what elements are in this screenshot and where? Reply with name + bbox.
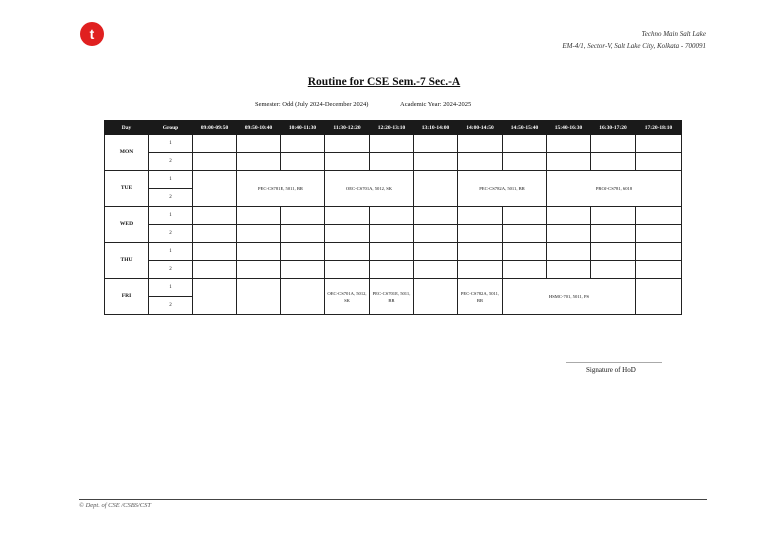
footer-text: © Dept. of CSE /CSBS/CST: [79, 502, 151, 509]
header-cell: 09:00-09:50: [193, 121, 237, 135]
slot-cell: [458, 261, 503, 279]
slot-cell: [325, 225, 370, 243]
slot-cell: [281, 135, 325, 153]
slot-cell: [370, 207, 414, 225]
slot-cell: [193, 171, 237, 207]
slot-cell: [193, 153, 237, 171]
slot-cell: [458, 153, 503, 171]
slot-cell: [458, 135, 503, 153]
header-cell: 14:50-15:40: [503, 121, 547, 135]
header-cell: 12:20-13:10: [370, 121, 414, 135]
slot-cell: [237, 261, 281, 279]
class-cell: PEC-CS782A, 5011, BR: [458, 279, 503, 315]
slot-cell: [591, 243, 636, 261]
header-cell: 16:30-17:20: [591, 121, 636, 135]
table-row: [105, 243, 682, 261]
slot-cell: [414, 135, 458, 153]
slot-cell: [547, 135, 591, 153]
group-cell: 1: [149, 207, 193, 225]
header-cell: 09:50-10:40: [237, 121, 281, 135]
slot-cell: [414, 171, 458, 207]
slot-cell: [237, 243, 281, 261]
header-cell: 10:40-11:30: [281, 121, 325, 135]
table-row: [105, 279, 682, 297]
slot-cell: [458, 207, 503, 225]
slot-cell: [370, 225, 414, 243]
slot-cell: [503, 153, 547, 171]
group-cell: 1: [149, 279, 193, 297]
academic-year-text: Academic Year: 2024-2025: [400, 101, 472, 108]
slot-cell: [281, 279, 325, 315]
slot-cell: [325, 243, 370, 261]
slot-cell: [636, 279, 682, 315]
day-cell: TUE: [105, 171, 149, 207]
slot-cell: [237, 225, 281, 243]
slot-cell: [281, 153, 325, 171]
header-cell: 13:10-14:00: [414, 121, 458, 135]
slot-cell: [370, 153, 414, 171]
class-cell: PEC-CS782A, 5011, BR: [458, 171, 547, 207]
slot-cell: [325, 261, 370, 279]
slot-cell: [636, 225, 682, 243]
slot-cell: [193, 135, 237, 153]
header-cell: Day: [105, 121, 149, 135]
page-title: Routine for CSE Sem.-7 Sec.-A: [307, 76, 461, 88]
slot-cell: [281, 261, 325, 279]
group-cell: 1: [149, 135, 193, 153]
class-cell: OEC-CS701A, 5012, SK: [325, 171, 414, 207]
slot-cell: [370, 135, 414, 153]
slot-cell: [636, 243, 682, 261]
header-cell: 11:30-12:20: [325, 121, 370, 135]
slot-cell: [591, 153, 636, 171]
group-cell: 2: [149, 297, 193, 315]
slot-cell: [414, 207, 458, 225]
table-row: [105, 207, 682, 225]
table-row: [105, 225, 682, 243]
slot-cell: [370, 261, 414, 279]
slot-cell: [503, 243, 547, 261]
class-cell: HSMC-701, 5011, PS: [503, 279, 636, 315]
slot-cell: [503, 135, 547, 153]
slot-cell: [370, 243, 414, 261]
slot-cell: [237, 207, 281, 225]
slot-cell: [547, 261, 591, 279]
slot-cell: [193, 243, 237, 261]
table-row: [105, 171, 682, 189]
slot-cell: [193, 207, 237, 225]
class-cell: PEC-CS701E, 5011, BR: [370, 279, 414, 315]
table-row: [105, 153, 682, 171]
slot-cell: [503, 261, 547, 279]
slot-cell: [636, 135, 682, 153]
header-cell: 17:20-18:10: [636, 121, 682, 135]
day-cell: MON: [105, 135, 149, 171]
semester-text: Semester: Odd (July 2024-December 2024): [255, 101, 369, 108]
slot-cell: [193, 261, 237, 279]
slot-cell: [636, 153, 682, 171]
class-cell: PEC-CS781E, 5011, BR: [237, 171, 325, 207]
slot-cell: [281, 225, 325, 243]
footer-divider: [79, 499, 707, 500]
slot-cell: [547, 243, 591, 261]
slot-cell: [591, 207, 636, 225]
group-cell: 2: [149, 225, 193, 243]
slot-cell: [414, 279, 458, 315]
class-cell: PROJ-CS781, 6018: [547, 171, 682, 207]
signature-label: Signature of HoD: [586, 366, 636, 374]
group-cell: 2: [149, 261, 193, 279]
slot-cell: [591, 225, 636, 243]
header-cell: 15:40-16:30: [547, 121, 591, 135]
slot-cell: [547, 225, 591, 243]
routine-table: [104, 120, 682, 315]
slot-cell: [503, 225, 547, 243]
slot-cell: [325, 153, 370, 171]
address-line-1: Techno Main Salt Lake: [641, 30, 706, 38]
address-line-2: EM-4/1, Sector-V, Salt Lake City, Kolkata - 700091: [562, 42, 706, 50]
slot-cell: [503, 207, 547, 225]
slot-cell: [591, 261, 636, 279]
slot-cell: [414, 261, 458, 279]
group-cell: 2: [149, 189, 193, 207]
slot-cell: [237, 135, 281, 153]
slot-cell: [281, 207, 325, 225]
slot-cell: [237, 153, 281, 171]
slot-cell: [325, 207, 370, 225]
slot-cell: [458, 243, 503, 261]
table-row: [105, 135, 682, 153]
header-cell: 14:00-14:50: [458, 121, 503, 135]
slot-cell: [636, 261, 682, 279]
svg-text:t: t: [89, 26, 95, 42]
institute-address: [562, 28, 706, 52]
slot-cell: [591, 135, 636, 153]
class-cell: OEC-CS701A, 5012, SK: [325, 279, 370, 315]
slot-cell: [414, 153, 458, 171]
group-cell: 1: [149, 243, 193, 261]
institute-logo-icon: [79, 21, 105, 47]
slot-cell: [414, 225, 458, 243]
slot-cell: [414, 243, 458, 261]
slot-cell: [547, 153, 591, 171]
header-row: [105, 121, 682, 135]
group-cell: 2: [149, 153, 193, 171]
slot-cell: [325, 135, 370, 153]
header-cell: Group: [149, 121, 193, 135]
slot-cell: [193, 225, 237, 243]
table-row: [105, 261, 682, 279]
slot-cell: [636, 207, 682, 225]
group-cell: 1: [149, 171, 193, 189]
slot-cell: [237, 279, 281, 315]
day-cell: THU: [105, 243, 149, 279]
signature-line: [566, 362, 662, 363]
day-cell: WED: [105, 207, 149, 243]
slot-cell: [547, 207, 591, 225]
slot-cell: [281, 243, 325, 261]
day-cell: FRI: [105, 279, 149, 315]
slot-cell: [458, 225, 503, 243]
slot-cell: [193, 279, 237, 315]
